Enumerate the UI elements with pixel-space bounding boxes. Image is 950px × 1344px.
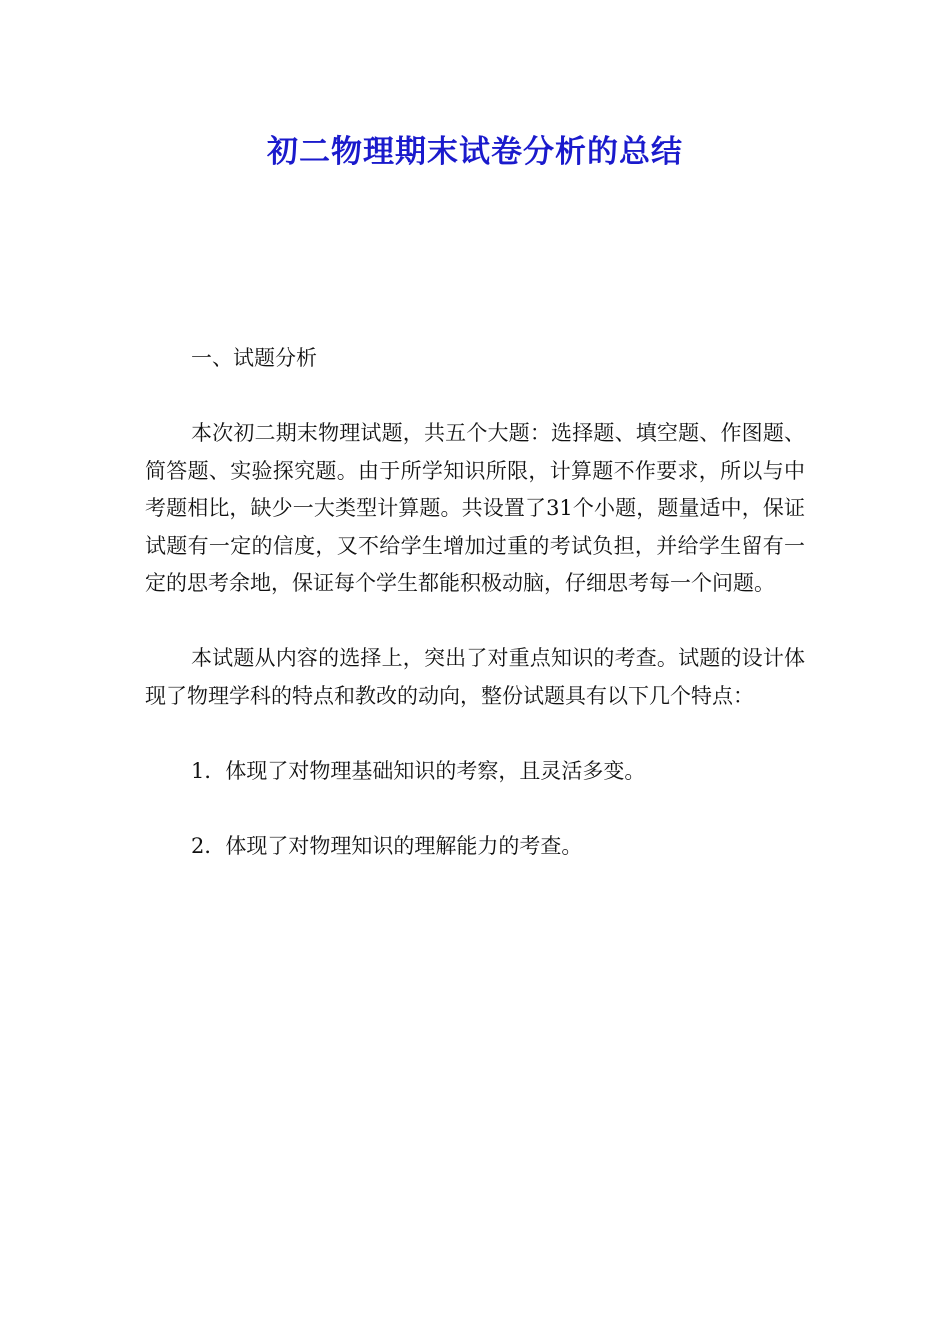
list-item-2: 2．体现了对物理知识的理解能力的考查。 <box>191 833 583 858</box>
document-title: 初二物理期末试卷分析的总结 <box>267 134 683 170</box>
document-body <box>145 340 805 903</box>
list-item-1: 1．体现了对物理基础知识的考察，且灵活多变。 <box>191 758 646 783</box>
section-heading-test-analysis: 一、试题分析 <box>191 346 317 370</box>
paragraph-test-structure: 本次初二期末物理试题，共五个大题：选择题、填空题、作图题、简答题、实验探究题。由于所学知识所限，计算题不作要求，所以与中考题相比，缺少一大类型计算题。共设置了31个小题，题量适中，保证试题有一定的信度，又不给学生增加过重的考试负担，并给学生留有一定的思考余地，保证每个学生都能积极动脑，仔细思考每一个问题。 <box>145 421 805 595</box>
paragraph-test-content: 本试题从内容的选择上，突出了对重点知识的考查。试题的设计体现了物理学科的特点和教改的动向，整份试题具有以下几个特点： <box>145 646 805 708</box>
